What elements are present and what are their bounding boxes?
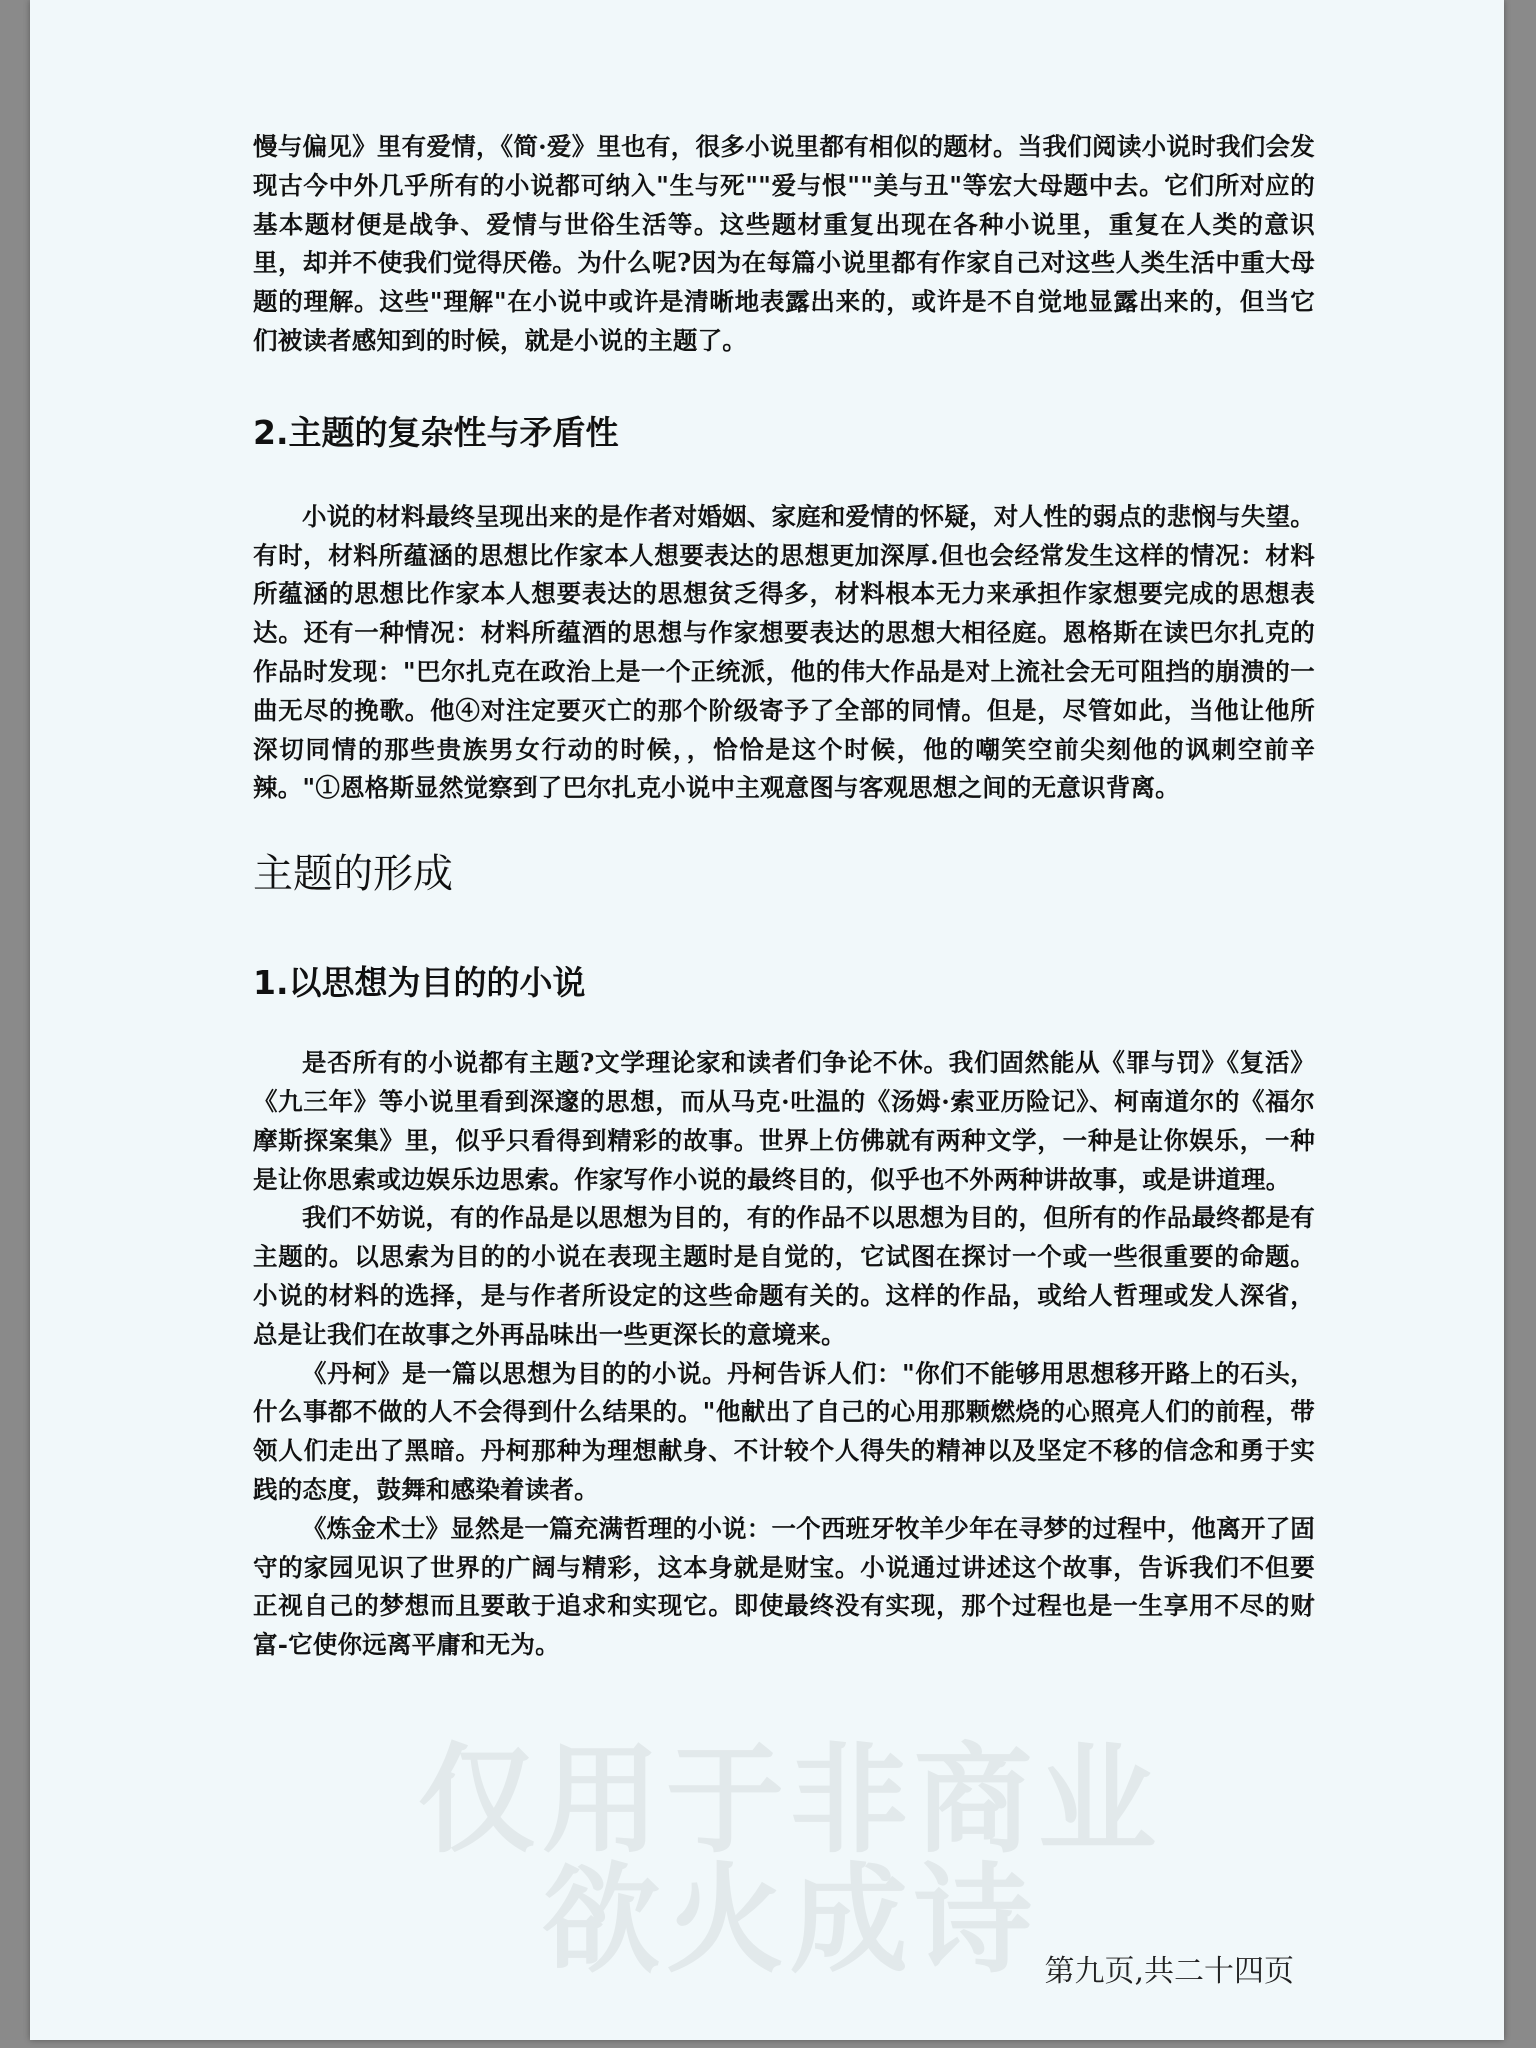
heading-thought-novels: 1.以思想为目的的小说: [253, 963, 586, 1003]
watermark-line-2: 欲火成诗: [541, 1851, 1038, 1989]
page-number: 第九页,共二十四页: [1044, 1954, 1294, 1989]
page-content: [253, 128, 1315, 1665]
paragraph-intro: 慢与偏见》里有爱情，《简·爱》里也有，很多小说里都有相似的题材。当我们阅读小说时我们会发现古今中外几乎所有的小说都可纳入"生与死""爱与恨""美与丑"等宏大母题中去。它们所对应的基本题材便是战争、爱情与世俗生活等。这些题材重复出现在各种小说里，重复在人类的意识里，却并不使我们觉得厌倦。为什么呢?因为在每篇小说里都有作家自己对这些人类生活中重大母题的理解。这些"理解"在小说中或许是清晰地表露出来的，或许是不自觉地显露出来的，但当它们被读者感知到的时候，就是小说的主题了。: [253, 132, 1315, 355]
paragraph-danko: 《丹柯》是一篇以思想为目的的小说。丹柯告诉人们："你们不能够用思想移开路上的石头，什么事都不做的人不会得到什么结果的。"他献出了自己的心用那颗燃烧的心照亮人们的前程，带领人们走出了黑暗。丹柯那种为理想献身、不计较个人得失的精神以及坚定不移的信念和勇于实践的态度，鼓舞和感染着读者。: [253, 1358, 1315, 1504]
paragraph-thought-2: 我们不妨说，有的作品是以思想为目的，有的作品不以思想为目的，但所有的作品最终都是有主题的。以思索为目的的小说在表现主题时是自觉的，它试图在探讨一个或一些很重要的命题。小说的材料的选择，是与作者所设定的这些命题有关的。这样的作品，或给人哲理或发人深省，总是让我们在故事之外再品味出一些更深长的意境来。: [253, 1203, 1315, 1349]
document-page: [30, 0, 1504, 2040]
heading-complexity: 2.主题的复杂性与矛盾性: [253, 412, 619, 452]
paragraph-alchemist: 《炼金术士》显然是一篇充满哲理的小说：一个西班牙牧羊少年在寻梦的过程中，他离开了固守的家园见识了世界的广阔与精彩，这本身就是财宝。小说通过讲述这个故事，告诉我们不但要正视自己的梦想而且要敢于追求和实现它。即使最终没有实现，那个过程也是一生享用不尽的财富-它使你远离平庸和无为。: [253, 1513, 1315, 1660]
paragraph-complexity: 小说的材料最终呈现出来的是作者对婚姻、家庭和爱情的怀疑，对人性的弱点的悲悯与失望。有时，材料所蕴涵的思想比作家本人想要表达的思想更加深厚.但也会经常发生这样的情况：材料所蕴涵的思想比作家本人想要表达的思想贫乏得多，材料根本无力来承担作家想要完成的思想表达。还有一种情况：材料所蕴酒的思想与作家想要表达的思想大相径庭。恩格斯在读巴尔扎克的作品时发现："巴尔扎克在政治上是一个正统派，他的伟大作品是对上流社会无可阻挡的崩溃的一曲无尽的挽歌。他④对注定要灭亡的那个阶级寄予了全部的同情。但是，尽管如此，当他让他所深切同情的那些贵族男女行动的时候，，恰恰是这个时候，他的嘲笑空前尖刻他的讽刺空前辛辣。"①恩格斯显然觉察到了巴尔扎克小说中主观意图与客观思想之间的无意识背离。: [253, 501, 1315, 803]
heading-theme-formation: 主题的形成: [253, 851, 453, 898]
paragraph-thought-1: 是否所有的小说都有主题?文学理论家和读者们争论不休。我们固然能从《罪与罚》《复活》《九三年》等小说里看到深邃的思想，而从马克·吐温的《汤姆·索亚历险记》、柯南道尔的《福尔摩斯探案集》里，似乎只看得到精彩的故事。世界上仿佛就有两种文学，一种是让你娱乐，一种是让你思索或边娱乐边思索。作家写作小说的最终目的，似乎也不外两种讲故事，或是讲道理。: [253, 1048, 1315, 1194]
watermark-line-1: 仅用于非商业: [417, 1731, 1162, 1869]
